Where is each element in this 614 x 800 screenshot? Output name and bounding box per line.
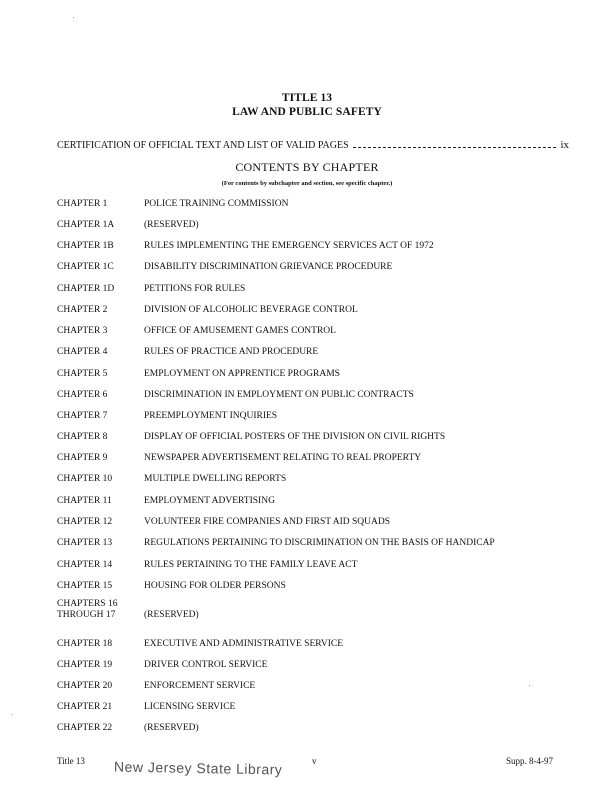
chapter-title: EXECUTIVE AND ADMINISTRATIVE SERVICE <box>144 639 343 649</box>
chapter-title: MULTIPLE DWELLING REPORTS <box>144 474 287 484</box>
chapter-row <box>57 639 557 653</box>
chapter-label: CHAPTER 19 <box>57 660 113 670</box>
chapter-label: CHAPTER 11 <box>57 496 112 506</box>
chapter-row <box>57 599 557 620</box>
chapter-label: CHAPTER 15 <box>57 581 113 591</box>
chapter-label: CHAPTER 1 <box>57 199 108 209</box>
chapter-title: VOLUNTEER FIRE COMPANIES AND FIRST AID SQUADS <box>144 517 390 527</box>
chapter-label: CHAPTER 1D <box>57 284 115 294</box>
chapter-title: LICENSING SERVICE <box>144 702 236 712</box>
chapter-title: (RESERVED) <box>144 723 199 733</box>
chapter-label: CHAPTER 6 <box>57 390 108 400</box>
certification-label: CERTIFICATION OF OFFICIAL TEXT AND LIST OF VALID PAGES <box>57 140 349 151</box>
scan-speck <box>73 17 74 18</box>
footer-title: Title 13 <box>57 756 85 766</box>
chapter-title: EMPLOYMENT ADVERTISING <box>144 496 275 506</box>
chapter-label: CHAPTER 13 <box>57 538 113 548</box>
scan-speck <box>529 685 530 686</box>
library-stamp: New Jersey State Library <box>113 758 283 778</box>
chapter-title: PETITIONS FOR RULES <box>144 284 246 294</box>
chapter-label: CHAPTER 7 <box>57 411 108 421</box>
scan-speck <box>12 714 13 715</box>
contents-heading: CONTENTS BY CHAPTER <box>235 160 379 174</box>
chapter-label: CHAPTER 4 <box>57 347 108 357</box>
chapter-row <box>57 369 557 383</box>
chapter-row <box>57 581 557 595</box>
chapter-label: CHAPTER 14 <box>57 560 113 570</box>
chapter-row <box>57 538 557 552</box>
chapter-row <box>57 432 557 446</box>
contents-note: (For contents by subchapter and section, see specific chapter.) <box>221 180 393 187</box>
chapter-row <box>57 326 557 340</box>
chapter-label: CHAPTERS 16 THROUGH 17 <box>57 599 118 620</box>
chapter-title: RULES OF PRACTICE AND PROCEDURE <box>144 347 319 357</box>
chapter-label: CHAPTER 9 <box>57 453 108 463</box>
chapter-title: POLICE TRAINING COMMISSION <box>144 199 289 209</box>
chapter-label: CHAPTER 22 <box>57 723 113 733</box>
chapter-row <box>57 723 557 737</box>
chapter-label: CHAPTER 21 <box>57 702 113 712</box>
chapter-row <box>57 496 557 510</box>
chapter-title: REGULATIONS PERTAINING TO DISCRIMINATION ON THE BASIS OF HANDICAP <box>144 538 495 548</box>
chapter-title: HOUSING FOR OLDER PERSONS <box>144 581 286 591</box>
chapter-title: RULES IMPLEMENTING THE EMERGENCY SERVICES ACT OF 1972 <box>144 241 434 251</box>
footer-page-number: v <box>312 756 317 766</box>
chapter-title: ENFORCEMENT SERVICE <box>144 681 256 691</box>
chapter-row <box>57 305 557 319</box>
chapter-row <box>57 681 557 695</box>
chapter-label: CHAPTER 20 <box>57 681 113 691</box>
chapter-row <box>57 702 557 716</box>
title-name: LAW AND PUBLIC SAFETY <box>232 106 382 118</box>
chapter-row <box>57 517 557 531</box>
chapter-row <box>57 241 557 255</box>
chapter-title: RULES PERTAINING TO THE FAMILY LEAVE ACT <box>144 560 358 570</box>
chapter-row <box>57 411 557 425</box>
chapter-title: (RESERVED) <box>144 610 199 620</box>
chapter-row <box>57 474 557 488</box>
title-number: TITLE 13 <box>281 92 333 104</box>
chapter-title: PREEMPLOYMENT INQUIRIES <box>144 411 278 421</box>
chapter-title: DISCRIMINATION IN EMPLOYMENT ON PUBLIC CONTRACTS <box>144 390 414 400</box>
chapter-label: CHAPTER 10 <box>57 474 113 484</box>
chapter-row <box>57 660 557 674</box>
chapter-row <box>57 347 557 361</box>
chapter-title: EMPLOYMENT ON APPRENTICE PROGRAMS <box>144 369 340 379</box>
chapter-label: CHAPTER 8 <box>57 432 108 442</box>
chapter-row <box>57 220 557 234</box>
chapter-row <box>57 199 557 213</box>
chapter-row <box>57 262 557 276</box>
chapter-row <box>57 453 557 467</box>
chapter-label: CHAPTER 3 <box>57 326 108 336</box>
chapter-label: CHAPTER 2 <box>57 305 108 315</box>
chapter-title: (RESERVED) <box>144 220 199 230</box>
footer-supplement-date: Supp. 8-4-97 <box>506 756 553 766</box>
chapter-title: DISABILITY DISCRIMINATION GRIEVANCE PROCEDURE <box>144 262 393 272</box>
chapter-label: CHAPTER 1A <box>57 220 115 230</box>
certification-page-ref: ix <box>560 139 569 151</box>
chapter-title: OFFICE OF AMUSEMENT GAMES CONTROL <box>144 326 336 336</box>
chapter-title: DIVISION OF ALCOHOLIC BEVERAGE CONTROL <box>144 305 358 315</box>
chapter-label: CHAPTER 5 <box>57 369 108 379</box>
chapter-label: CHAPTER 12 <box>57 517 113 527</box>
chapter-title: DRIVER CONTROL SERVICE <box>144 660 268 670</box>
chapter-title: NEWSPAPER ADVERTISEMENT RELATING TO REAL PROPERTY <box>144 453 422 463</box>
chapter-row <box>57 560 557 574</box>
chapter-title: DISPLAY OF OFFICIAL POSTERS OF THE DIVISION ON CIVIL RIGHTS <box>144 432 446 442</box>
chapter-row <box>57 284 557 298</box>
chapter-row <box>57 390 557 404</box>
chapter-label: CHAPTER 1B <box>57 241 114 251</box>
chapter-label: CHAPTER 18 <box>57 639 113 649</box>
chapter-label: CHAPTER 1C <box>57 262 114 272</box>
